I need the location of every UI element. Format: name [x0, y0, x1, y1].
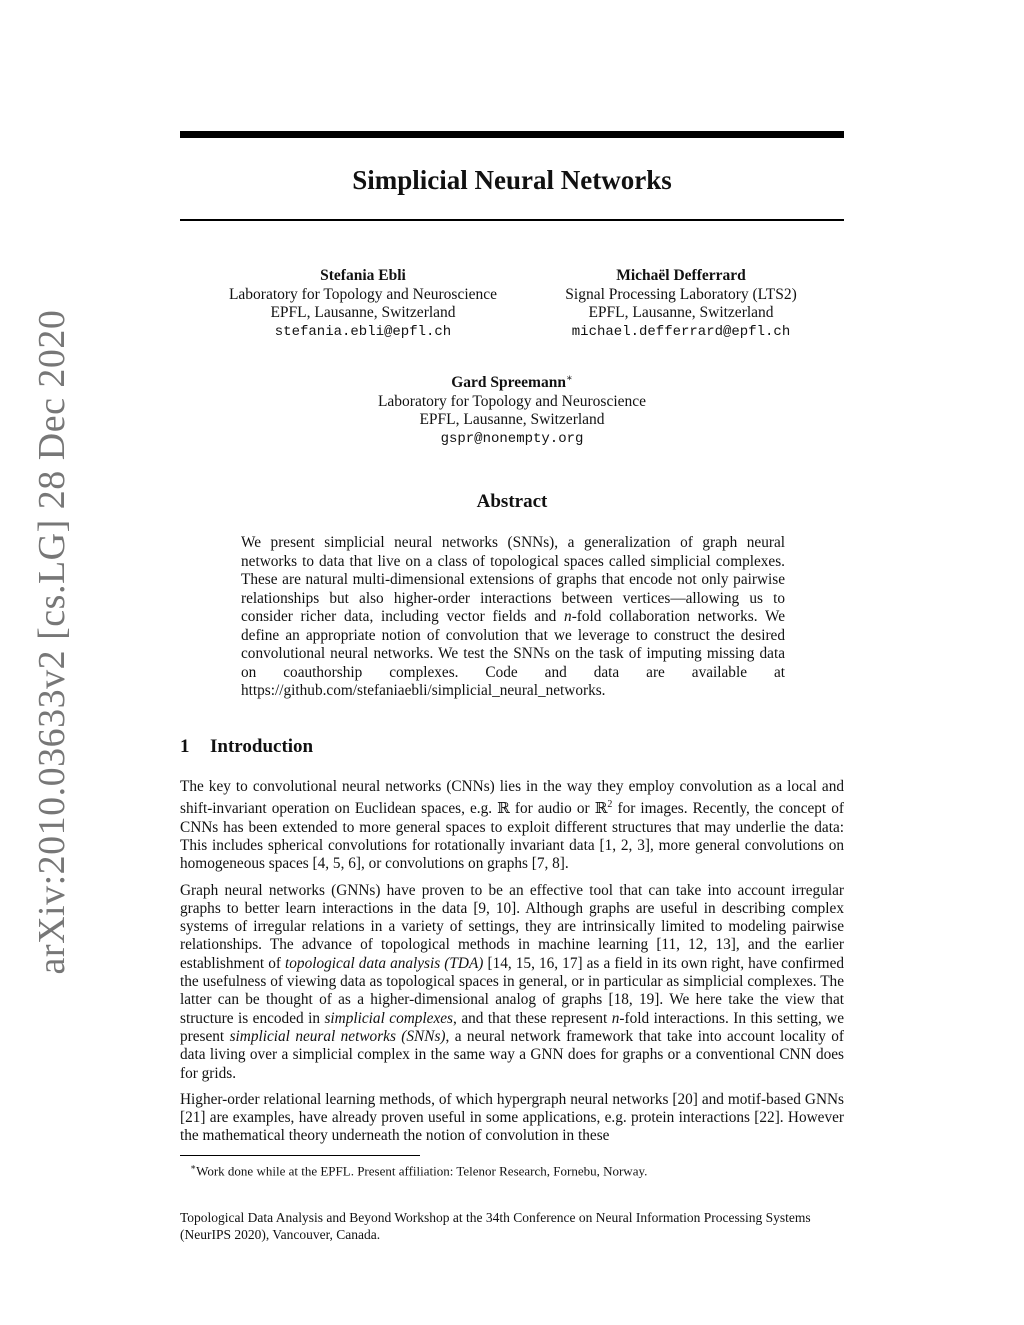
text-run: , a neural network framework that take into account locality of data living over a simplicial complex in the same way a GNN does for graphs or a conventional CNN does for grids.: [180, 1027, 844, 1082]
author-place: EPFL, Lausanne, Switzerland: [419, 411, 605, 429]
title-top-rule: [180, 131, 844, 138]
author-block-2: [531, 267, 831, 341]
author-lab: Laboratory for Topology and Neuroscience: [377, 392, 647, 410]
emphasis: topological data analysis (TDA): [285, 954, 484, 972]
paper-title: Simplicial Neural Networks: [352, 165, 672, 195]
author-name-line: [337, 370, 687, 393]
text-run: [14, 15, 16, 17] as a field in its own right, have confirmed the usefulness of viewing data as topological spaces in general, or in particular as simplicial complexes. The latter can be thought of as a higher-dimensional analog of graphs [18, 19]. We here take the view that structure is encoded in: [180, 954, 845, 1027]
author-email[interactable]: michael.defferrard@epfl.ch: [571, 323, 791, 340]
text-run: Graph neural networks (GNNs) have proven to be an effective tool that can take into account irregular graphs to better learn interactions in the data [9, 10]. Although graphs are useful in describing complex systems of irregular relations in a variety of settings, they are intrinsically limited to modeling pairwise relationships. The advance of topological methods in machine learning [11, 12, 13], and the earlier establishment of: [180, 881, 844, 972]
arxiv-identifier: arXiv:2010.03633v2 [cs.LG] 28 Dec 2020: [31, 309, 73, 975]
abstract-part: We present simplicial neural networks (SNNs), a generalization of graph neural networks to data that live on a class of topological spaces called simplicial complexes. These are natural multi-dimensional extensions of graphs that encode not only pairwise relationships but also higher-order interactions between vertices—allowing us to consider richer data, including vector fields and: [241, 534, 785, 625]
text-run: for images. Recently, the concept of CNNs has been extended to more general spaces to exploit different structures that may underlie the data: This includes spherical convolutions for rotationally invariant data [1, 2, 3], more general convolutions on homogeneous spaces [4, 5, 6], or convolutions on graphs [7, 8].: [180, 800, 844, 873]
footnote-text: Work done while at the EPFL. Present affiliation: Telenor Research, Fornebu, Norway.: [196, 1163, 648, 1179]
author-lab: Laboratory for Topology and Neuroscience: [228, 285, 498, 303]
section-number: 1: [180, 736, 190, 757]
author-name: Gard Spreemann: [451, 374, 566, 392]
author-place: EPFL, Lausanne, Switzerland: [588, 304, 774, 321]
author-name: Stefania Ebli: [320, 267, 406, 284]
author-lab: Signal Processing Laboratory (LTS2): [565, 285, 797, 303]
author-block-3: [337, 370, 687, 448]
author-email[interactable]: stefania.ebli@epfl.ch: [274, 323, 452, 340]
footnote: [190, 1159, 647, 1179]
math-symbol: ℝ: [497, 800, 510, 818]
author-name: Michaël Defferrard: [616, 267, 746, 284]
math-variable: n: [611, 1009, 620, 1027]
author-place: EPFL, Lausanne, Switzerland: [270, 304, 456, 321]
math-variable: n: [564, 608, 572, 625]
author-email[interactable]: gspr@nonempty.org: [440, 430, 584, 447]
math-exponent: 2: [607, 799, 613, 811]
paragraph: [180, 882, 844, 1083]
footnote-marker: ∗: [190, 1162, 197, 1172]
paragraph: Higher-order relational learning methods, of which hypergraph neural networks [20] and motif-based GNNs [21] are examples, have already proven useful in some applications, e.g. protein interactions [22]. However the mathematical theory underneath the notion of convolution in these: [180, 1090, 844, 1145]
section-title: Introduction: [210, 736, 314, 757]
paragraph: [180, 778, 844, 874]
footnote-rule: [180, 1155, 420, 1156]
abstract-part: -fold collaboration networks. We define an appropriate notion of convolution that we leverage to construct the desired convolutional neural networks. We test the SNNs on the task of imputing missing data on coauthorship complexes. Code and data are available at https://github.com/stefaniaebli/simplicial_neural_networks.: [241, 608, 785, 699]
text-run: The key to convolutional neural networks (CNNs) lies in the way they employ convolution as a local and shift-invariant operation on Euclidean spaces, e.g.: [180, 778, 844, 818]
author-block-1: [213, 267, 513, 341]
footnote-marker: ∗: [565, 373, 573, 384]
section-heading: [180, 736, 313, 758]
emphasis: simplicial neural networks (SNNs): [229, 1027, 446, 1045]
introduction-body: [180, 778, 844, 1154]
text-run: -fold interactions. In this setting, we present: [180, 1009, 844, 1045]
title-bottom-rule: [180, 219, 844, 221]
text-run: for audio or: [509, 800, 595, 818]
abstract-heading: Abstract: [476, 491, 548, 512]
math-symbol: ℝ: [594, 800, 608, 818]
text-run: , and that these represent: [453, 1009, 612, 1027]
abstract-text: [241, 534, 785, 701]
emphasis: simplicial complexes: [324, 1009, 454, 1027]
venue-note: Topological Data Analysis and Beyond Workshop at the 34th Conference on Neural Information Processing Systems (NeurIPS 2020), Vancouver, Canada.: [180, 1210, 811, 1242]
